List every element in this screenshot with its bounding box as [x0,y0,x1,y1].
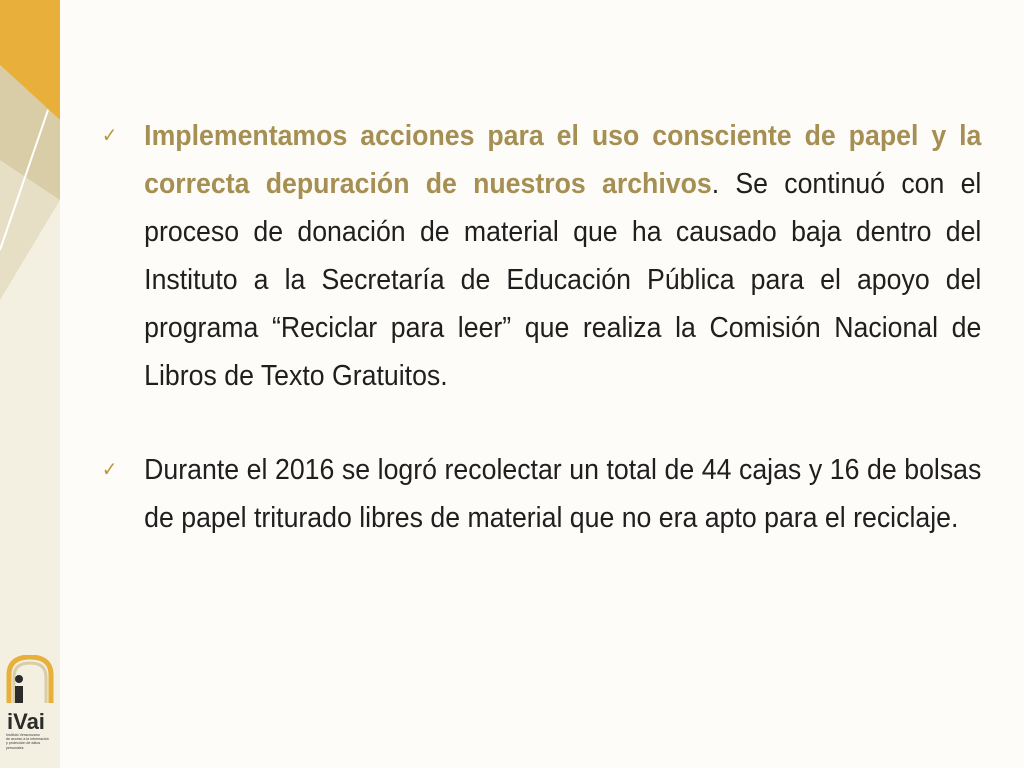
bullet-item-2 [100,446,981,542]
checkmark-icon: ✓ [101,125,118,147]
bullet-1-text: . Se continuó con el proceso de donación de material que ha causado baja dentro del Instituto a la Secretaría de Educación Pública para el apoyo del programa “Reciclar para leer” que realiza la Comisión Nacional de Libros de Texto Gratuitos. [144,168,982,392]
logo-caption: Instituto Veracruzano de acceso a la información y protección de datos personales [6,733,49,750]
bullet-item-1 [100,112,981,400]
checkmark-icon: ✓ [101,459,118,481]
side-panel-shapes [0,0,60,768]
logo-wordmark: iVai [7,709,45,733]
bullet-2-text: Durante el 2016 se logró recolectar un total de 44 cajas y 16 de bolsas de papel triturado libres de material que no era apto para el reciclaje. [144,454,982,534]
ivai-logo-icon [5,655,55,733]
bullet-1-highlight: Implementamos acciones para el uso consciente de papel y la correcta depuración de nuestros archivos [144,120,982,200]
decorative-side-panel [0,0,60,768]
slide-content [100,112,986,542]
